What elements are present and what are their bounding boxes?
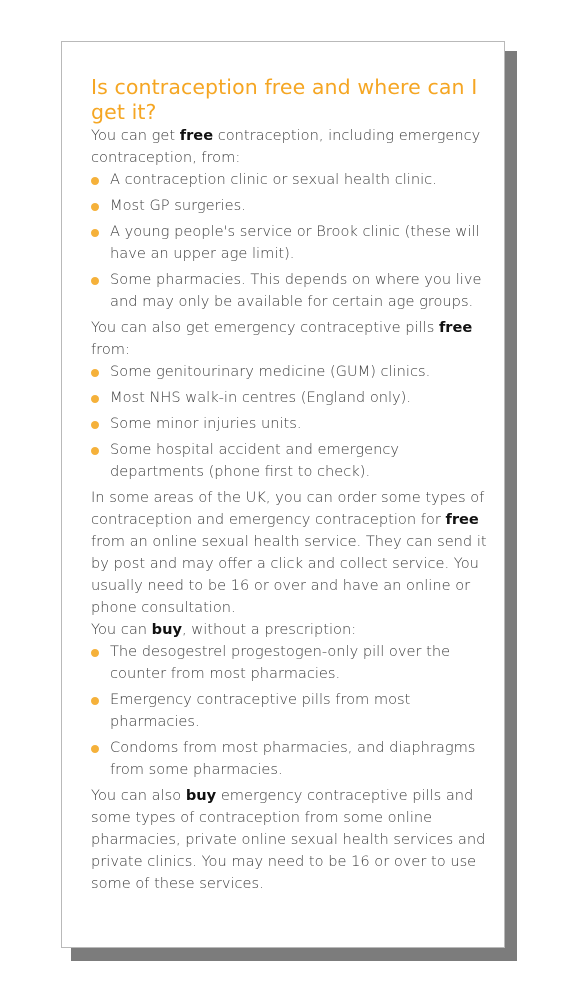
list-item: A contraception clinic or sexual health clinic. bbox=[91, 169, 491, 191]
list-item: A young people's service or Brook clinic (these will have an upper age limit). bbox=[91, 221, 491, 265]
list-item: Emergency contraceptive pills from most pharmacies. bbox=[91, 689, 491, 733]
list-item: Some hospital accident and emergency departments (phone first to check). bbox=[91, 439, 491, 483]
page-content bbox=[91, 75, 491, 895]
list-item: Some minor injuries units. bbox=[91, 413, 491, 435]
bullet-icon bbox=[91, 649, 99, 657]
list-item: Some pharmacies. This depends on where you live and may only be available for certain age groups. bbox=[91, 269, 491, 313]
list-item: Most NHS walk-in centres (England only). bbox=[91, 387, 491, 409]
emergency-sources-list bbox=[91, 361, 491, 483]
free-sources-list bbox=[91, 169, 491, 313]
buy-intro-paragraph: You can buy, without a prescription: bbox=[91, 621, 357, 638]
intro-paragraph: You can get free contraception, including emergency contraception, from: bbox=[91, 127, 481, 166]
bullet-icon bbox=[91, 697, 99, 705]
list-item: Some genitourinary medicine (GUM) clinics. bbox=[91, 361, 491, 383]
closing-paragraph: You can also buy emergency contraceptive pills and some types of contraception from some online pharmacies, private online sexual health services and private clinics. You may need to be 16 or over to use some of these services. bbox=[91, 787, 486, 892]
bullet-icon bbox=[91, 447, 99, 455]
bullet-icon bbox=[91, 369, 99, 377]
online-paragraph: In some areas of the UK, you can order some types of contraception and emergency contraception for free from an online sexual health service. They can send it by post and may offer a click and collect service. You usually need to be 16 or over and have an online or phone consultation. bbox=[91, 489, 487, 616]
list-item: Most GP surgeries. bbox=[91, 195, 491, 217]
buy-sources-list bbox=[91, 641, 491, 781]
bullet-icon bbox=[91, 421, 99, 429]
bullet-icon bbox=[91, 277, 99, 285]
leaflet-page bbox=[61, 41, 505, 948]
bullet-icon bbox=[91, 229, 99, 237]
list-item: The desogestrel progestogen-only pill over the counter from most pharmacies. bbox=[91, 641, 491, 685]
bullet-icon bbox=[91, 745, 99, 753]
section-heading: Is contraception free and where can I get it? bbox=[91, 75, 478, 124]
emergency-intro-paragraph: You can also get emergency contraceptive pills free from: bbox=[91, 319, 473, 358]
bullet-icon bbox=[91, 177, 99, 185]
bullet-icon bbox=[91, 395, 99, 403]
bullet-icon bbox=[91, 203, 99, 211]
list-item: Condoms from most pharmacies, and diaphragms from some pharmacies. bbox=[91, 737, 491, 781]
